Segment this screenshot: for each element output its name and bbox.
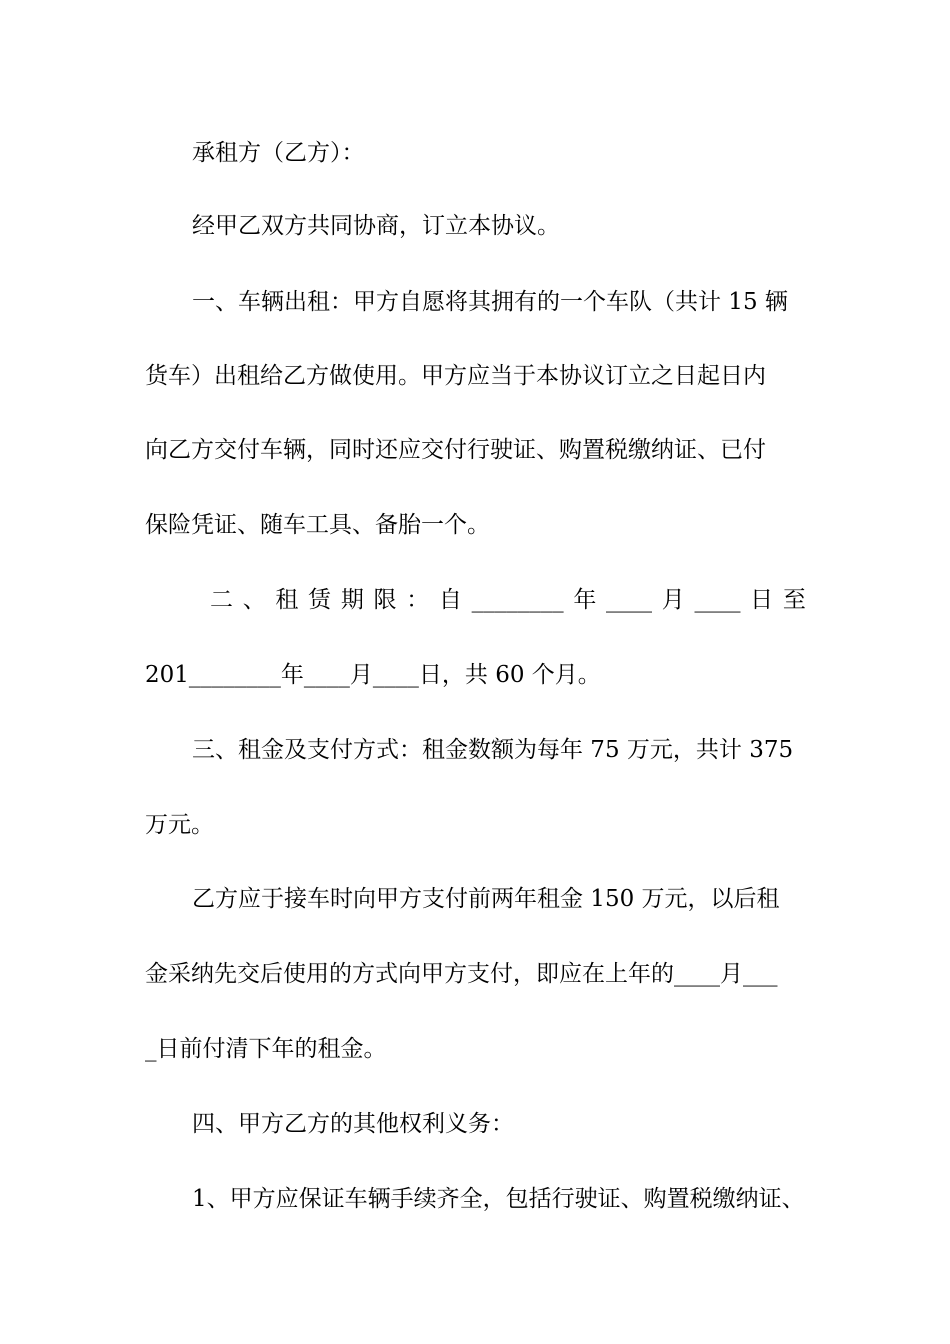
text-fragment: 二 [210,587,233,613]
paragraph-payment-line-1: 乙方应于接车时向甲方支付前两年租金 150 万元，以后租 [192,886,780,912]
paragraph-payment-line-2: 金采纳先交后使用的方式向甲方支付，即应在上年的____月___ [145,961,778,987]
paragraph-clause-4-heading: 四、甲方乙方的其他权利义务： [192,1111,514,1137]
blank-month: ____ [606,587,653,613]
text-fragment: 至 [782,587,806,613]
text-fragment: 租 [275,587,299,613]
text-fragment: 限 [373,587,397,613]
paragraph-clause-4-item-1: 1、甲方应保证车辆手续齐全，包括行驶证、购置税缴纳证、 [192,1186,805,1212]
text-fragment: 日 [750,587,774,613]
blank-year: ________ [471,587,564,613]
paragraph-payment-line-3: _日前付清下年的租金。 [145,1036,387,1062]
text-fragment: 、 [242,587,266,613]
text-fragment: 赁 [308,587,332,613]
paragraph-clause-1-line-1: 一、车辆出租：甲方自愿将其拥有的一个车队（共计 15 辆 [192,289,788,315]
paragraph-agreement-intro: 经甲乙双方共同协商，订立本协议。 [192,213,560,239]
text-fragment: 年 [573,587,597,613]
text-fragment: ： [406,587,430,613]
paragraph-clause-2-line-1 [210,580,806,620]
paragraph-lessee: 承租方（乙方）： [192,140,365,166]
text-fragment: 期 [340,587,364,613]
paragraph-clause-1-line-3: 向乙方交付车辆，同时还应交付行驶证、购置税缴纳证、已付 [145,437,766,463]
paragraph-clause-1-line-2: 货车）出租给乙方做使用。甲方应当于本协议订立之日起日内 [145,363,766,389]
paragraph-clause-3-line-1: 三、租金及支付方式：租金数额为每年 75 万元，共计 375 [192,737,794,763]
blank-day: ____ [694,587,741,613]
text-fragment: 自 [438,587,462,613]
text-fragment: 月 [661,587,685,613]
paragraph-clause-3-line-2: 万元。 [145,812,214,838]
paragraph-clause-2-line-2: 201________年____月____日，共 60 个月。 [145,662,601,688]
paragraph-clause-1-line-4: 保险凭证、随车工具、备胎一个。 [145,512,490,538]
